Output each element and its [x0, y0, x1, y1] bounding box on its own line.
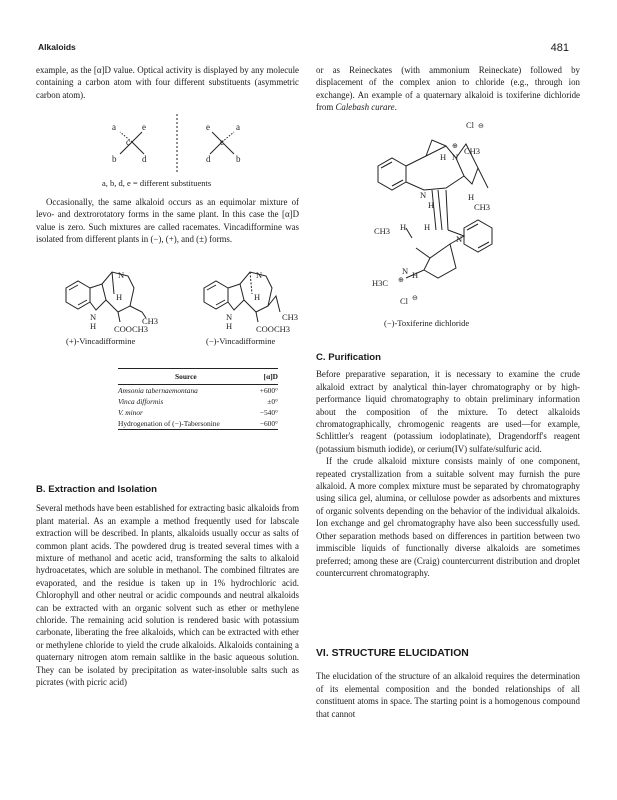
table-cell-alpha: +600°	[259, 386, 278, 395]
svg-text:⊖: ⊖	[412, 294, 418, 302]
stereo-label-b: b	[112, 154, 117, 164]
section-b-text: Several methods have been established for extracting basic alkaloids from plant material. As an example a method frequently used for labscale extraction will be described. In plants, alkaloids usually occur as salts of common plant acids. The powdered drug is treated several times with a mixture of methanol and acetic acid, transforming the salts to alkaloid hydroacetates, which are soluble in methanol. The combined filtrates are evaporated, and the residue is taken up in 1% hydrochloric acid. Chlorophyll and other neutral or acidic compounds and neutral alkaloids can be extracted with an organic solvent such as ether or methylene chloride. The remaining acid solution is rendered basic with potassium carbonate, liberating the free alkaloids, which can be extracted with ether or methylene chloride to yield the crude alkaloids. Alkaloids containing a quaternary nitrogen atom remain saltlike in the basic aqueous solution. They can be isolated by precipitation as water-insoluble salts such as picrates (with picric acid)	[36, 503, 299, 688]
table-row	[118, 407, 278, 418]
section-vi-heading: VI. STRUCTURE ELUCIDATION	[316, 648, 469, 659]
right-intro-paragraph: or as Reineckates (with ammonium Reineckate) followed by displacement of the complex anion to chloride (e.g., through ion exchange). An example of a quaternary alkaloid is toxiferine dichloride from Calebash curare.	[316, 65, 580, 113]
stereo-label-d: d	[206, 154, 211, 164]
vincadifformine-minus-structure	[196, 266, 308, 334]
section-b-heading: B. Extraction and Isolation	[36, 484, 158, 495]
svg-text:N: N	[90, 312, 97, 322]
racemate-paragraph: Occasionally, the same alkaloid occurs as an equimolar mixture of levo- and dextrorotatory forms in the same plant. In this case the [α]D value is zero. Such mixtures are called racemates. Vincadifformine was isolated from different plants in (−), (+), and (±) forms.	[36, 197, 299, 245]
stereo-label-e: e	[206, 122, 210, 132]
vincadifformine-plus-structure	[58, 266, 166, 334]
table-cell-alpha: ±0°	[267, 397, 278, 406]
table-row	[118, 385, 278, 397]
vincadifformine-plus-caption: (+)-Vincadifformine	[66, 336, 136, 346]
asymmetric-carbon-figure	[100, 112, 260, 176]
section-c-paragraph-2: If the crude alkaloid mixture consists mainly of one component, repeated crystallization from a suitable solvent may furnish the pure alkaloid. A more complex mixture must be separated by chromatography using silica gel, alumina, or cellulose powder as adsorbents and mixtures of organic solvents depending on the behavior of the individual alkaloids. Ion exchange and gel chromatography have also been successfully used. Other separation methods based on differences in partition between two immiscible liquids of functionally diverse alkaloids are sometimes preferred; among these are (Craig) countercurrent distribution and droplet countercurrent chromatography.	[316, 456, 580, 578]
svg-text:H: H	[116, 292, 123, 302]
svg-text:N: N	[402, 266, 409, 276]
stereo-label-a: a	[112, 122, 116, 132]
table-row	[118, 418, 278, 430]
svg-text:CH3: CH3	[464, 146, 481, 156]
svg-text:CH3: CH3	[282, 312, 299, 322]
svg-text:COOCH3: COOCH3	[256, 324, 291, 334]
svg-text:H: H	[254, 292, 261, 302]
table-row	[118, 396, 278, 407]
stereo-label-a: a	[236, 122, 240, 132]
table-cell-source: Vinca difformis	[118, 397, 164, 406]
table-cell-alpha: −600°	[259, 419, 278, 428]
svg-text:N: N	[420, 190, 427, 200]
section-vi	[316, 648, 580, 720]
stereo-label-c: c	[126, 137, 130, 147]
svg-text:H: H	[468, 192, 475, 202]
vincadifformine-minus-caption: (−)-Vincadifformine	[206, 336, 276, 346]
svg-text:CH3: CH3	[374, 226, 391, 236]
svg-text:N: N	[456, 234, 463, 244]
svg-text:H: H	[412, 270, 419, 280]
table-cell-source: V. minor	[118, 408, 143, 417]
stereo-label-e: e	[142, 122, 146, 132]
stereo-caption: a, b, d, e = different substituents	[102, 178, 212, 188]
table-cell-source: Hydrogenation of (−)-Tabersonine	[118, 419, 220, 428]
svg-text:H3C: H3C	[372, 278, 389, 288]
left-intro-paragraph: example, as the [α]D value. Optical activity is displayed by any molecule containing a carbon atom with four different substituents (asymmetric carbon atom).	[36, 65, 299, 100]
svg-text:N: N	[118, 270, 125, 280]
stereo-label-d: d	[142, 154, 147, 164]
table-header-alpha: [α]D	[254, 369, 278, 385]
svg-text:⊕: ⊕	[452, 142, 458, 150]
running-header-section: Alkaloids	[38, 42, 76, 52]
toxiferine-caption: (−)-Toxiferine dichloride	[384, 318, 470, 328]
table-header-source: Source	[118, 369, 254, 385]
svg-text:H: H	[90, 321, 97, 331]
table-cell-alpha: −540°	[259, 408, 278, 417]
stereo-label-c: c	[220, 137, 224, 147]
section-c-paragraph-1: Before preparative separation, it is necessary to examine the crude alkaloid extract by analytical thin-layer chromatography or by high-performance liquid chromatography to obtain preliminary information about the composition of the mixture. To detect alkaloids chromatographically, chromogenic reagents are used—for example, Schlittler's reagent (potassium iodoplatinate), Dragendorff's reagent (potassium bismuth iodide), or cerium(IV) sulfate/sulfuric acid.	[316, 369, 580, 454]
svg-text:H: H	[424, 222, 431, 232]
svg-text:H: H	[440, 152, 447, 162]
svg-text:N: N	[452, 152, 459, 162]
toxiferine-dichloride-structure	[366, 118, 516, 310]
svg-text:N: N	[256, 270, 263, 280]
svg-text:⊕: ⊕	[398, 276, 404, 284]
svg-text:N: N	[226, 312, 233, 322]
svg-text:CH3: CH3	[474, 202, 491, 212]
svg-text:H: H	[428, 200, 435, 210]
svg-text:H: H	[226, 321, 233, 331]
svg-text:⊖: ⊖	[478, 122, 484, 130]
section-c	[316, 352, 580, 579]
svg-text:CH3: CH3	[142, 316, 159, 326]
svg-text:H: H	[400, 222, 407, 232]
optical-rotation-table	[118, 368, 278, 430]
section-vi-text: The elucidation of the structure of an alkaloid requires the determination of its elemental composition and the bonded relationships of all constituent atoms in space. The starting point is a homogenous compound that cannot	[316, 671, 580, 719]
svg-text:Cl: Cl	[400, 296, 409, 306]
svg-text:COOCH3: COOCH3	[114, 324, 149, 334]
section-c-heading: C. Purification	[316, 352, 382, 363]
page-number: 481	[550, 42, 569, 54]
stereo-label-b: b	[236, 154, 241, 164]
table-cell-source: Amsonia tabernaemontana	[118, 386, 198, 395]
section-b	[36, 484, 299, 689]
svg-text:Cl: Cl	[466, 120, 475, 130]
